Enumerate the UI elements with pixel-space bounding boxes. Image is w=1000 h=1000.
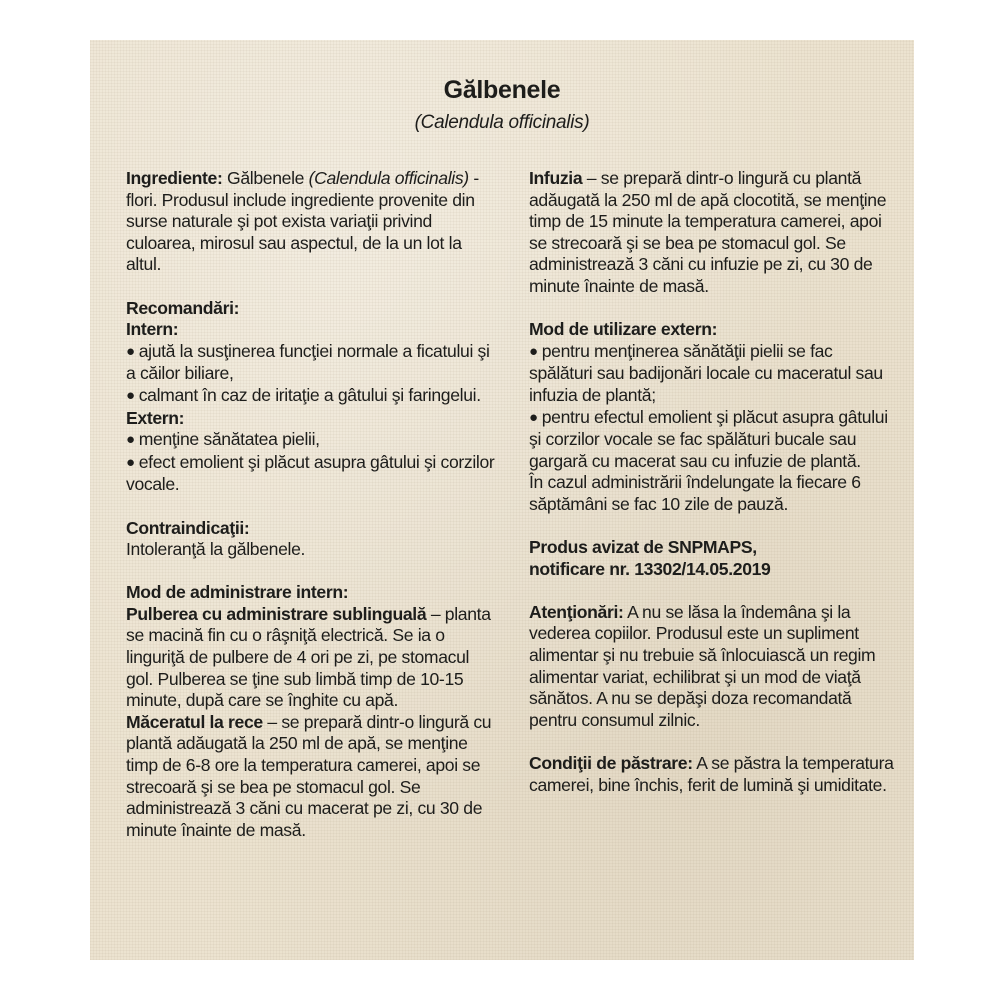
product-label [90, 40, 914, 960]
infusion-label: Infuzia [529, 168, 583, 188]
contraindications-heading: Contraindicaţii: [126, 517, 250, 538]
external-heading: Extern: [126, 407, 185, 428]
storage-paragraph [529, 753, 897, 796]
ingredients-latin-name: (Calendula officinalis) [308, 168, 469, 188]
infusion-paragraph [529, 168, 897, 298]
macerate-label: Măceratul la rece [126, 711, 263, 732]
powder-label: Pulberea cu administrare sublinguală [126, 603, 427, 624]
storage-label: Condiţii de păstrare: [529, 753, 693, 774]
ingredients-text-2: - flori. Produsul include ingrediente provenite din surse naturale şi pot exista variaţii privind culoarea, mirosul sau aspectul, de la un lot la altul. [126, 168, 479, 275]
bullet-icon: ● [126, 342, 135, 360]
powder-paragraph [126, 604, 498, 712]
bullet-icon: ● [529, 342, 538, 360]
internal-item: ● ajută la susţinerea funcţiei normale a ficatului şi a căilor biliare, [126, 340, 490, 384]
right-column [529, 168, 897, 796]
bullet-icon: ● [126, 453, 135, 471]
bullet-icon: ● [529, 408, 538, 426]
internal-item: ● calmant în caz de iritaţie a gâtului şi faringelui. [126, 384, 481, 405]
approval-line-2: notificare nr. 13302/14.05.2019 [529, 558, 771, 579]
contraindications-text: Intoleranţă la gălbenele. [126, 539, 306, 560]
recommendations-heading: Recomandări: [126, 297, 240, 318]
storage-text: A se păstra la temperatura camerei, bine închis, ferit de lumină şi umiditate. [529, 753, 894, 795]
external-use-note: În cazul administrării îndelungate la fiecare 6 săptămâni se fac 10 zile de pauză. [529, 472, 861, 514]
external-item: ● menţine sănătatea pielii, [126, 429, 320, 450]
infusion-text: – se prepară dintr-o lingură cu plantă adăugată la 250 ml de apă clocotită, se menţine timp de 15 minute la temperatura camerei, apoi se strecoară şi se bea pe stomacul gol. Se administrează 3 căni cu infuzie pe zi, cu 30 de minute înainte de masă. [529, 168, 887, 296]
internal-heading: Intern: [126, 319, 179, 340]
ingredients-label: Ingrediente: [126, 168, 223, 188]
warnings-text: A nu se lăsa la îndemâna şi la vederea copiilor. Produsul este un supliment alimentar şi nu trebuie să înlocuiască un regim alimentar variat, echilibrat şi un mod de viaţă sănătos. A nu se depăşi doza recomandată pentru consumul zilnic. [529, 601, 876, 730]
approval-line-1: Produs avizat de SNPMAPS, [529, 537, 757, 558]
ingredients-text-1: Gălbenele [222, 168, 309, 188]
powder-text: – planta se macină fin cu o râşniţă electrică. Se ia o linguriţă de pulbere de 4 ori pe zi, pe stomacul gol. Pulberea se ţine sub limbă timp de 10-15 minute, după care se înghite cu apă. [126, 603, 491, 711]
external-use-item: ● pentru efectul emolient şi plăcut asupra gâtului şi corzilor vocale se fac spălături bucale sau gargară cu macerat sau cu infuzie de plantă. [529, 406, 888, 471]
external-use-item: ● pentru menţinerea sănătăţii pielii se fac spălături sau badijonări locale cu maceratul sau infuzia de plantă; [529, 340, 883, 405]
product-latin-name: (Calendula officinalis) [414, 112, 590, 133]
bullet-icon: ● [126, 386, 135, 404]
bullet-icon: ● [126, 431, 135, 449]
product-title: Gălbenele [443, 76, 561, 104]
internal-use-heading: Mod de administrare intern: [126, 582, 349, 603]
warnings-paragraph [529, 602, 897, 732]
external-use-heading: Mod de utilizare extern: [529, 319, 718, 340]
macerate-text: – se prepară dintr-o lingură cu plantă adăugată la 250 ml de apă, se menţine timp de 6-8 ore la temperatura camerei, apoi se strecoară şi se bea pe stomacul gol. Se administrează 3 căni cu macerat pe zi, cu 30 de minute înainte de masă. [126, 711, 492, 840]
external-item: ● efect emolient şi plăcut asupra gâtului şi corzilor vocale. [126, 451, 495, 495]
warnings-label: Atenţionări: [529, 601, 624, 622]
ingredients-paragraph [126, 168, 498, 276]
macerate-paragraph [126, 712, 498, 842]
left-column [126, 168, 498, 841]
